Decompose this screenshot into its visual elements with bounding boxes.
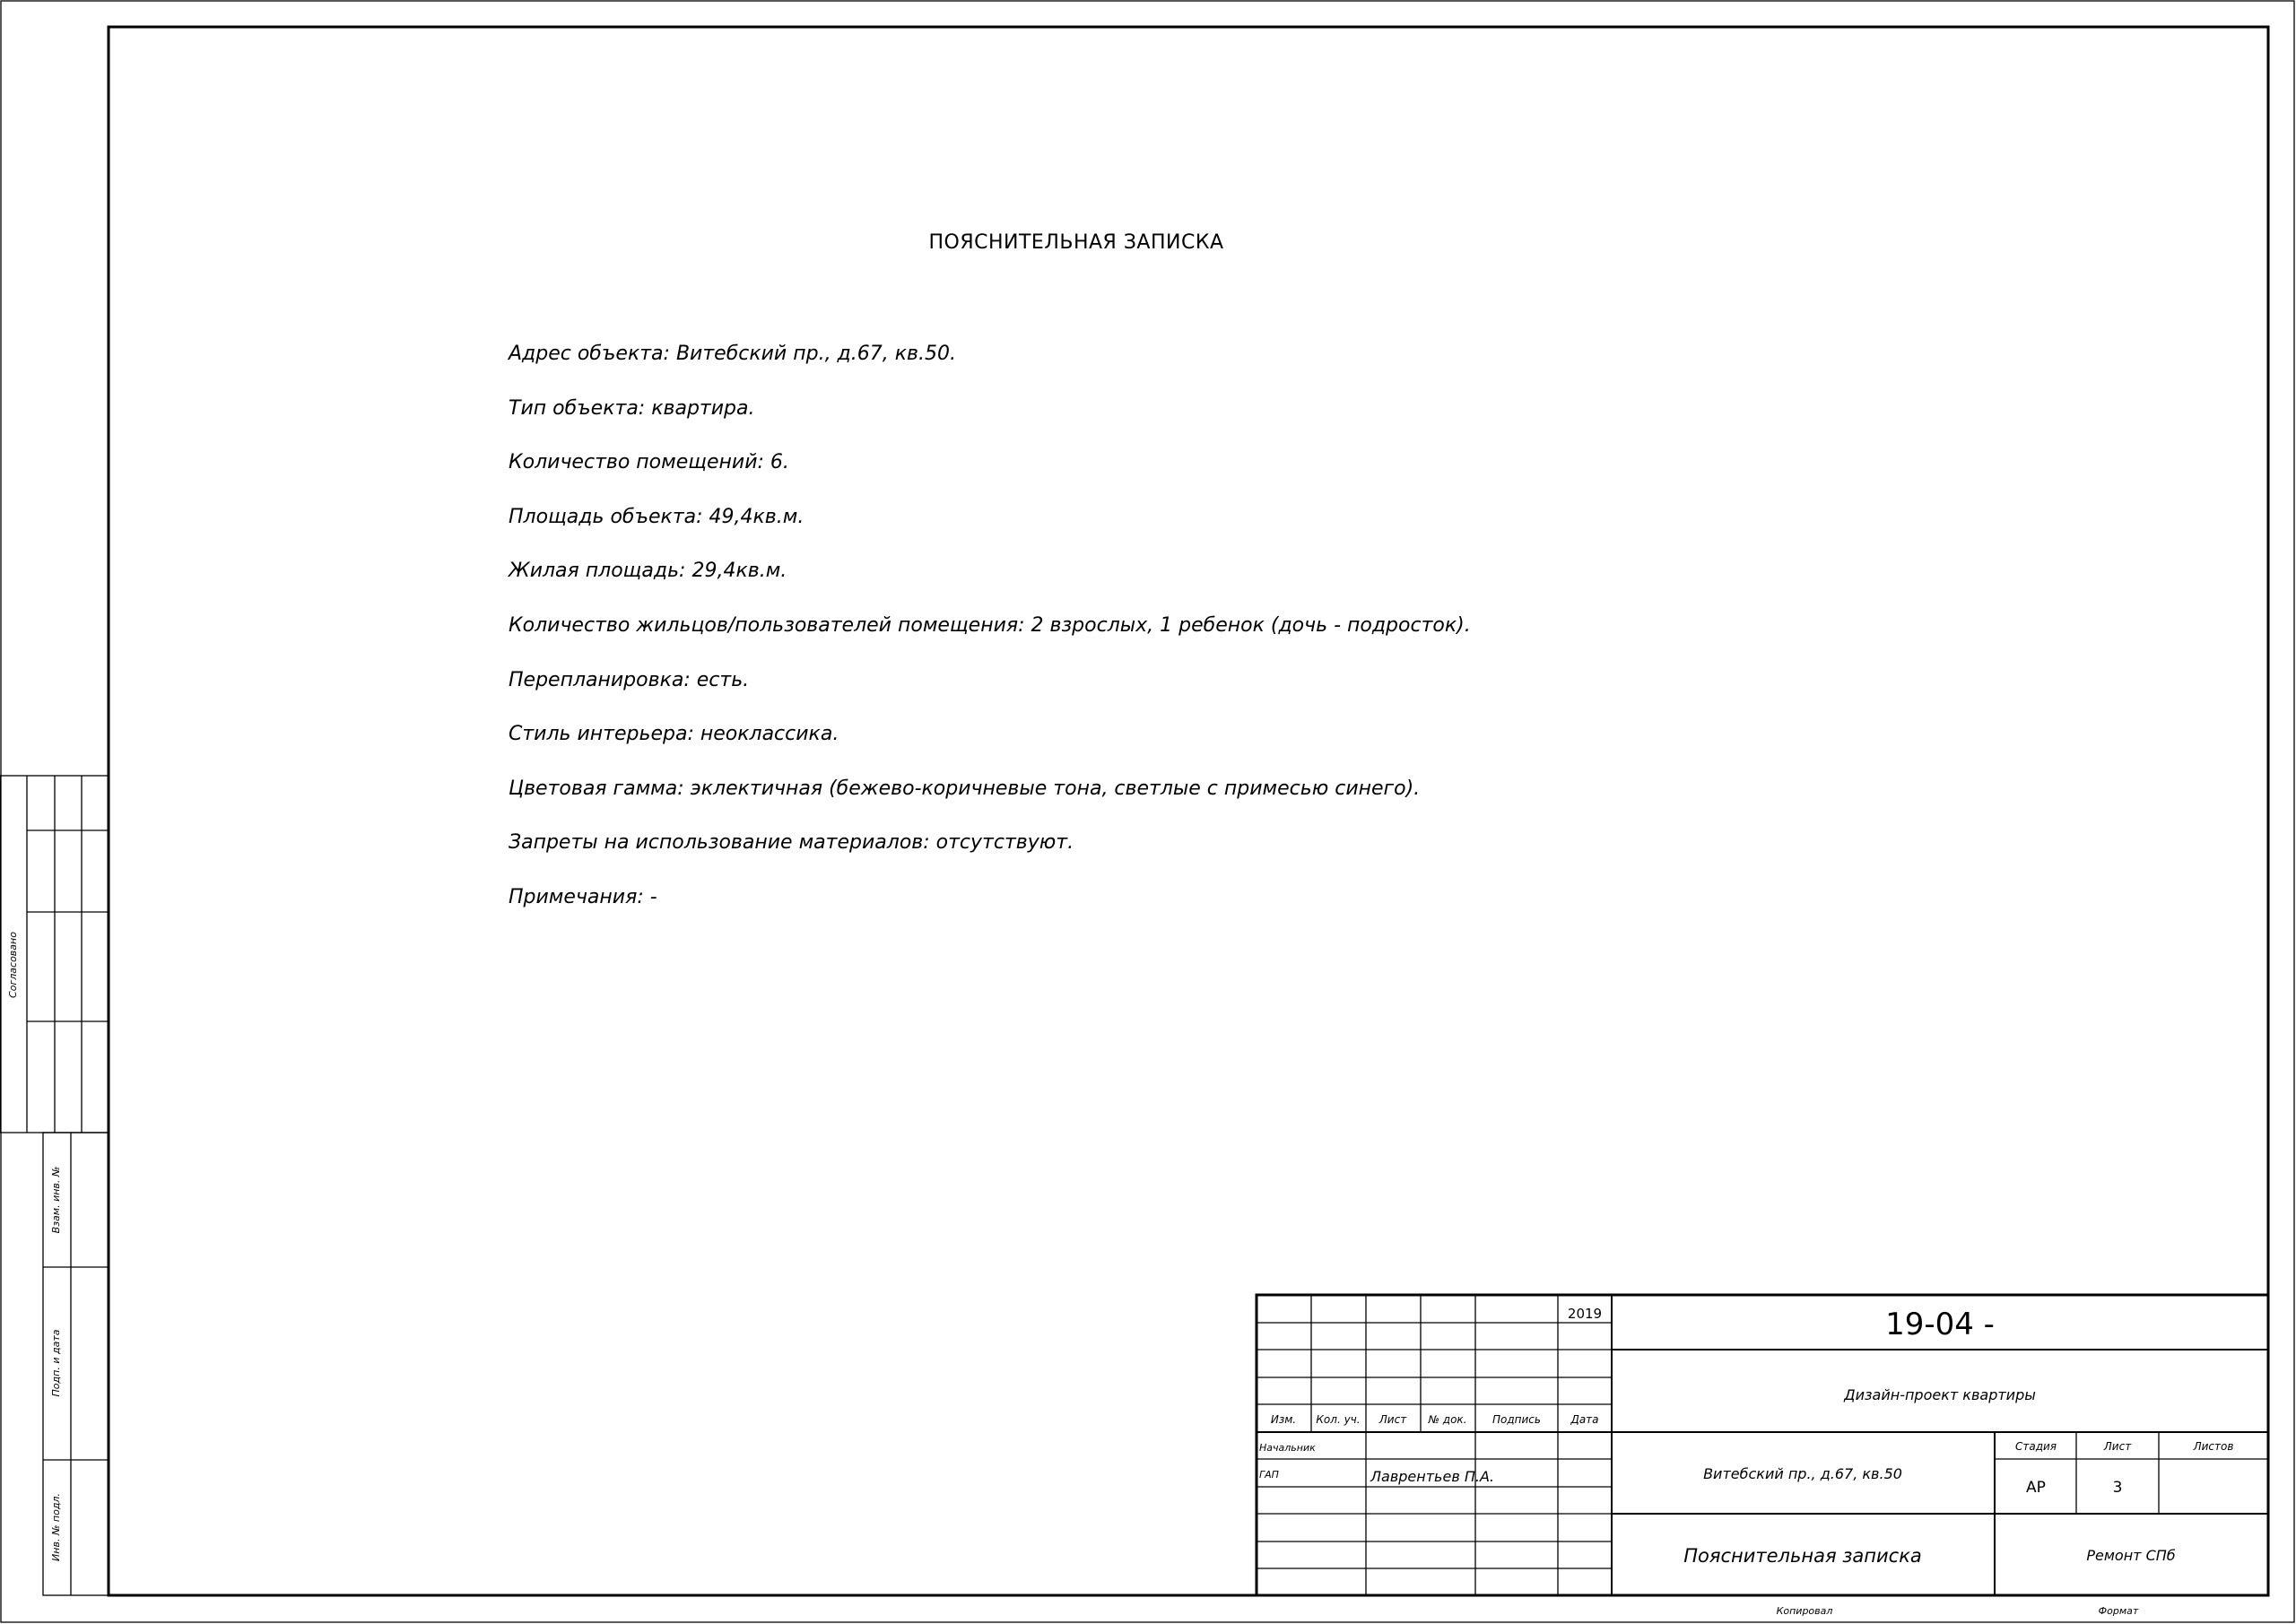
note-title: ПОЯСНИТЕЛЬНАЯ ЗАПИСКА (928, 231, 1224, 254)
sign-date-label: Подп. и дата (50, 1329, 62, 1397)
note-line-notes: Примечания: - (509, 885, 657, 908)
note-line-residents: Количество жильцов/пользователей помещения: 2 взрослых, 1 ребенок (дочь - подросток). (509, 613, 1471, 637)
col-header-count: Кол. уч. (1316, 1413, 1361, 1426)
copied-label: Копировал (1776, 1605, 1833, 1617)
note-line-living-area: Жилая площадь: 29,4кв.м. (509, 560, 787, 583)
note-line-area: Площадь объекта: 49,4кв.м. (509, 505, 804, 528)
inventory-strip (43, 1133, 109, 1595)
original-inv-label: Инв. № подл. (50, 1493, 62, 1561)
title-block (1257, 1295, 2268, 1595)
sheet-label: Лист (2103, 1440, 2132, 1453)
year: 2019 (1567, 1306, 1603, 1322)
format-label: Формат (2098, 1605, 2139, 1617)
col-header-signature: Подпись (1492, 1413, 1541, 1426)
project-name: Дизайн-проект квартиры (1844, 1386, 2036, 1403)
note-line-rooms: Количество помещений: 6. (509, 451, 789, 474)
replacement-inv-label: Взам. инв. № (50, 1166, 62, 1234)
col-header-change: Изм. (1270, 1413, 1297, 1426)
stage-value: АР (2026, 1479, 2046, 1497)
agreed-label: Согласовано (7, 932, 19, 998)
stage-label: Стадия (2014, 1440, 2057, 1453)
doc-code: 19-04 - (1885, 1307, 1995, 1342)
col-header-doc: № док. (1428, 1413, 1467, 1426)
note-line-type: Тип объекта: квартира. (509, 396, 755, 420)
sheet-value: 3 (2112, 1479, 2123, 1497)
gap-name: Лаврентьев П.А. (1370, 1468, 1494, 1485)
note-line-style: Стиль интерьера: неоклассика. (509, 723, 839, 746)
sheets-label: Листов (2193, 1440, 2234, 1453)
note-line-colors: Цветовая гамма: эклектичная (бежево-коричневые тона, светлые с примесью синего). (509, 777, 1421, 800)
col-header-date: Дата (1570, 1413, 1599, 1426)
role-gap: ГАП (1259, 1469, 1279, 1481)
object-address: Витебский пр., д.67, кв.50 (1703, 1465, 1902, 1482)
note-line-address: Адрес объекта: Витебский пр., д.67, кв.50. (509, 343, 956, 365)
agreement-strip (0, 776, 109, 1133)
sheet-title: Пояснительная записка (1683, 1545, 1922, 1567)
col-header-sheet: Лист (1378, 1413, 1407, 1426)
organization: Ремонт СПб (2086, 1547, 2176, 1564)
note-line-replanning: Перепланировка: есть. (509, 668, 750, 691)
role-head: Начальник (1259, 1442, 1316, 1454)
note-line-restrictions: Запреты на использование материалов: отсутствуют. (509, 831, 1074, 855)
note-body (509, 336, 1585, 934)
